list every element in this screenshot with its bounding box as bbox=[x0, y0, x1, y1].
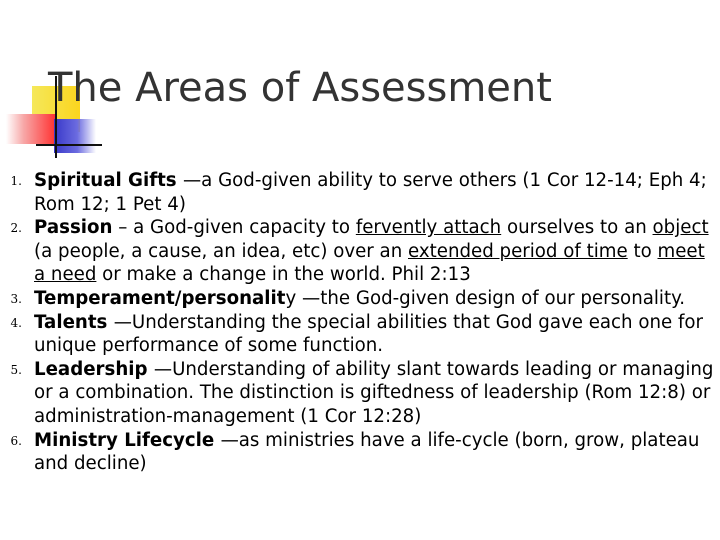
underlined-phrase: fervently attach bbox=[355, 217, 502, 239]
item-number: 6. bbox=[10, 433, 22, 448]
underlined-phrase: meet a need bbox=[34, 240, 705, 286]
item-text: or make a change in the world. Phil 2:13 bbox=[96, 264, 471, 286]
red-square-decoration bbox=[6, 114, 56, 144]
item-text: —Understanding the special abilities that God gave each one for unique performance of some function. bbox=[34, 311, 703, 357]
item-term: Ministry Lifecycle bbox=[34, 429, 221, 451]
item-number: 3. bbox=[10, 291, 22, 306]
list-item bbox=[0, 169, 720, 216]
item-number: 2. bbox=[10, 221, 22, 236]
blue-square-decoration bbox=[54, 119, 96, 153]
item-text: ourselves to an bbox=[501, 217, 653, 239]
underlined-phrase: extended period of time bbox=[408, 240, 628, 262]
horizontal-rule-decoration bbox=[36, 144, 102, 146]
list-item bbox=[0, 429, 720, 476]
item-text: to bbox=[627, 240, 658, 262]
item-term: Talents bbox=[34, 311, 114, 333]
list-item bbox=[0, 358, 720, 429]
item-term: Passion bbox=[34, 217, 113, 239]
list-item bbox=[0, 311, 720, 358]
item-text: (a people, a cause, an idea, etc) over an bbox=[34, 240, 408, 262]
item-number: 4. bbox=[10, 315, 22, 330]
item-number: 1. bbox=[10, 174, 22, 188]
item-term: Temperament/personalit bbox=[34, 287, 286, 309]
underlined-phrase: object bbox=[652, 217, 709, 239]
item-text: y —the God-given design of our personality. bbox=[285, 287, 686, 309]
item-text: —a God-given ability to serve others (1 Cor 12-14; Eph 4; Rom 12; 1 Pet 4) bbox=[34, 170, 707, 215]
assessment-list bbox=[0, 169, 720, 476]
item-term: Spiritual Gifts bbox=[34, 170, 183, 191]
list-item bbox=[0, 287, 720, 311]
item-text: —Understanding of ability slant towards leading or managing or a combination. The distinction is giftedness of leadership (Rom 12:8) or administration-management (1 Cor 12:28) bbox=[34, 358, 714, 427]
slide-title: The Areas of Assessment bbox=[48, 64, 552, 111]
item-term: Leadership bbox=[34, 358, 154, 380]
list-item bbox=[0, 216, 720, 287]
item-text: —as ministries have a life-cycle (born, grow, plateau and decline) bbox=[34, 429, 700, 475]
item-number: 5. bbox=[10, 362, 22, 377]
item-text: – a God-given capacity to bbox=[112, 217, 356, 239]
